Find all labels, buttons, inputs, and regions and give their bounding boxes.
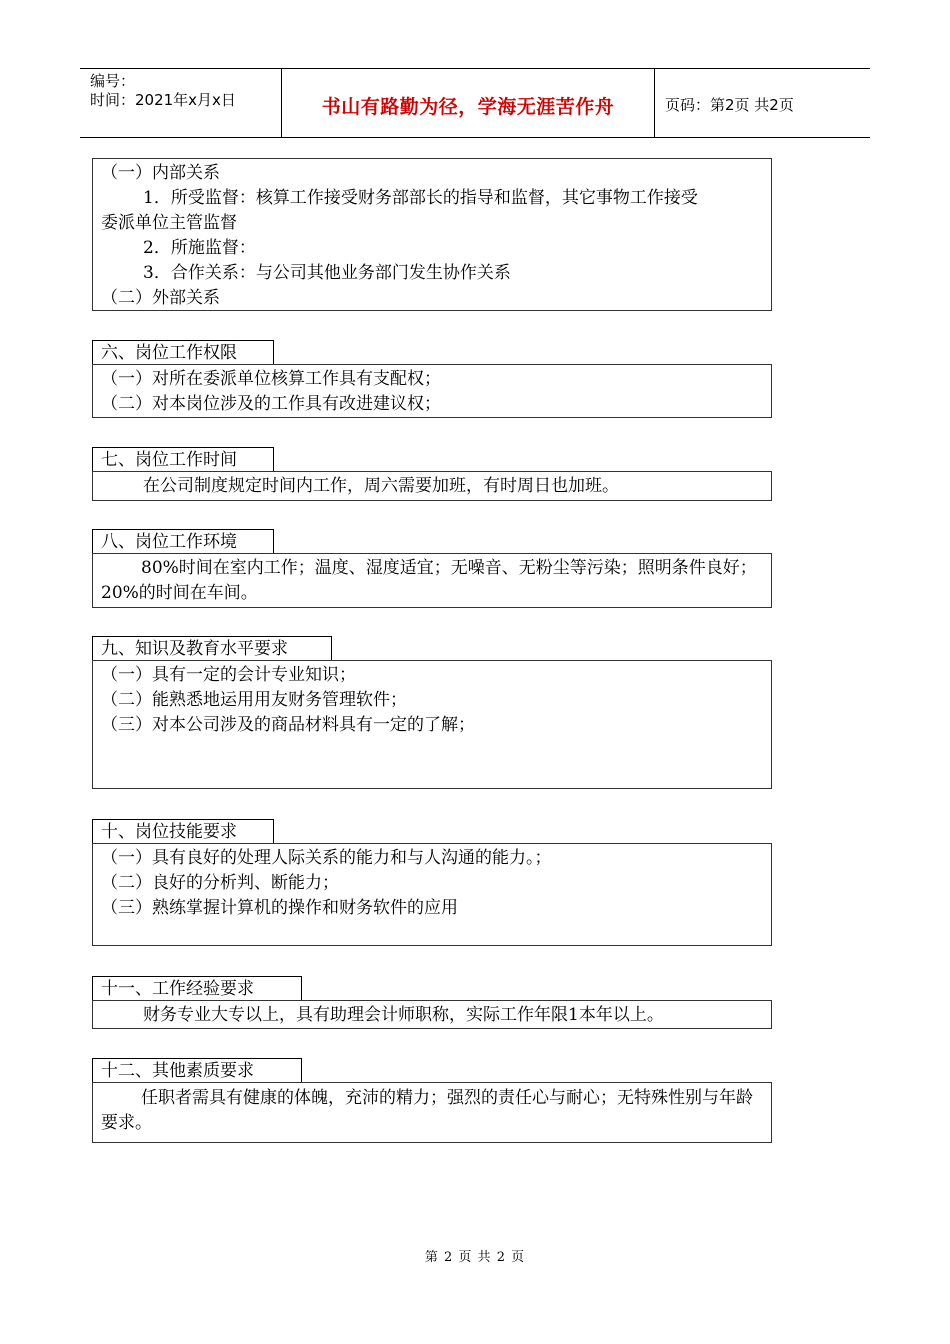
relations-item-supervised-cont: 委派单位主管监督: [101, 213, 237, 233]
environment-text-wrap: [101, 556, 761, 606]
environment-box: [92, 553, 772, 608]
list-item: （一）对所在委派单位核算工作具有支配权；: [101, 369, 441, 389]
section-title-other: 十二、其他素质要求: [92, 1058, 302, 1082]
relations-item-supervising: 2．所施监督：: [143, 238, 256, 258]
section-title-skills: 十、岗位技能要求: [92, 819, 274, 843]
other-box: [92, 1082, 772, 1143]
work-time-box: [92, 471, 772, 501]
list-item: （一）具有一定的会计专业知识；: [101, 665, 356, 685]
page-info: 页码：第2页 共2页: [665, 96, 794, 114]
relations-box: [92, 158, 772, 311]
list-item: （二）对本岗位涉及的工作具有改进建议权；: [101, 394, 441, 414]
motto: 书山有路勤为径，学海无涯苦作舟: [321, 96, 615, 118]
internal-relations-title: （一）内部关系: [101, 163, 220, 183]
experience-box: [92, 1000, 772, 1029]
section-title-authority: 六、岗位工作权限: [92, 340, 274, 364]
header-meta: [80, 69, 282, 137]
section-title-knowledge: 九、知识及教育水平要求: [92, 636, 332, 660]
environment-text: 80%时间在室内工作；温度、湿度适宜；无噪音、无粉尘等污染；照明条件良好；20%的时间在车间。: [101, 558, 757, 603]
list-item: （三）熟练掌握计算机的操作和财务软件的应用: [101, 898, 458, 918]
page-header: [80, 68, 870, 138]
list-item: （一）具有良好的处理人际关系的能力和与人沟通的能力。；: [101, 848, 552, 868]
list-item: （二）能熟悉地运用用友财务管理软件；: [101, 690, 407, 710]
external-relations-title: （二）外部关系: [101, 288, 220, 308]
document-number: 编号：: [90, 72, 136, 90]
header-page-cell: [655, 69, 870, 137]
work-time-text: 在公司制度规定时间内工作，周六需要加班，有时周日也加班。: [143, 476, 619, 496]
relations-item-cooperation: 3．合作关系：与公司其他业务部门发生协作关系: [143, 263, 511, 283]
authority-box: [92, 364, 772, 418]
header-motto-cell: [282, 69, 655, 137]
knowledge-box: [92, 660, 772, 789]
skills-box: [92, 843, 772, 946]
other-text: 任职者需具有健康的体魄，充沛的精力；强烈的责任心与耐心；无特殊性别与年龄要求。: [101, 1088, 753, 1133]
section-title-work-time: 七、岗位工作时间: [92, 447, 274, 471]
document-date: 时间：2021年x月x日: [90, 91, 236, 109]
page-footer: 第 2 页 共 2 页: [424, 1250, 526, 1265]
relations-item-supervised: 1．所受监督：核算工作接受财务部部长的指导和监督，其它事物工作接受: [143, 188, 698, 208]
list-item: （二）良好的分析判、断能力；: [101, 873, 339, 893]
experience-text: 财务专业大专以上，具有助理会计师职称，实际工作年限1本年以上。: [143, 1005, 664, 1025]
list-item: （三）对本公司涉及的商品材料具有一定的了解；: [101, 715, 475, 735]
section-title-experience: 十一、工作经验要求: [92, 976, 302, 1000]
section-title-environment: 八、岗位工作环境: [92, 529, 274, 553]
